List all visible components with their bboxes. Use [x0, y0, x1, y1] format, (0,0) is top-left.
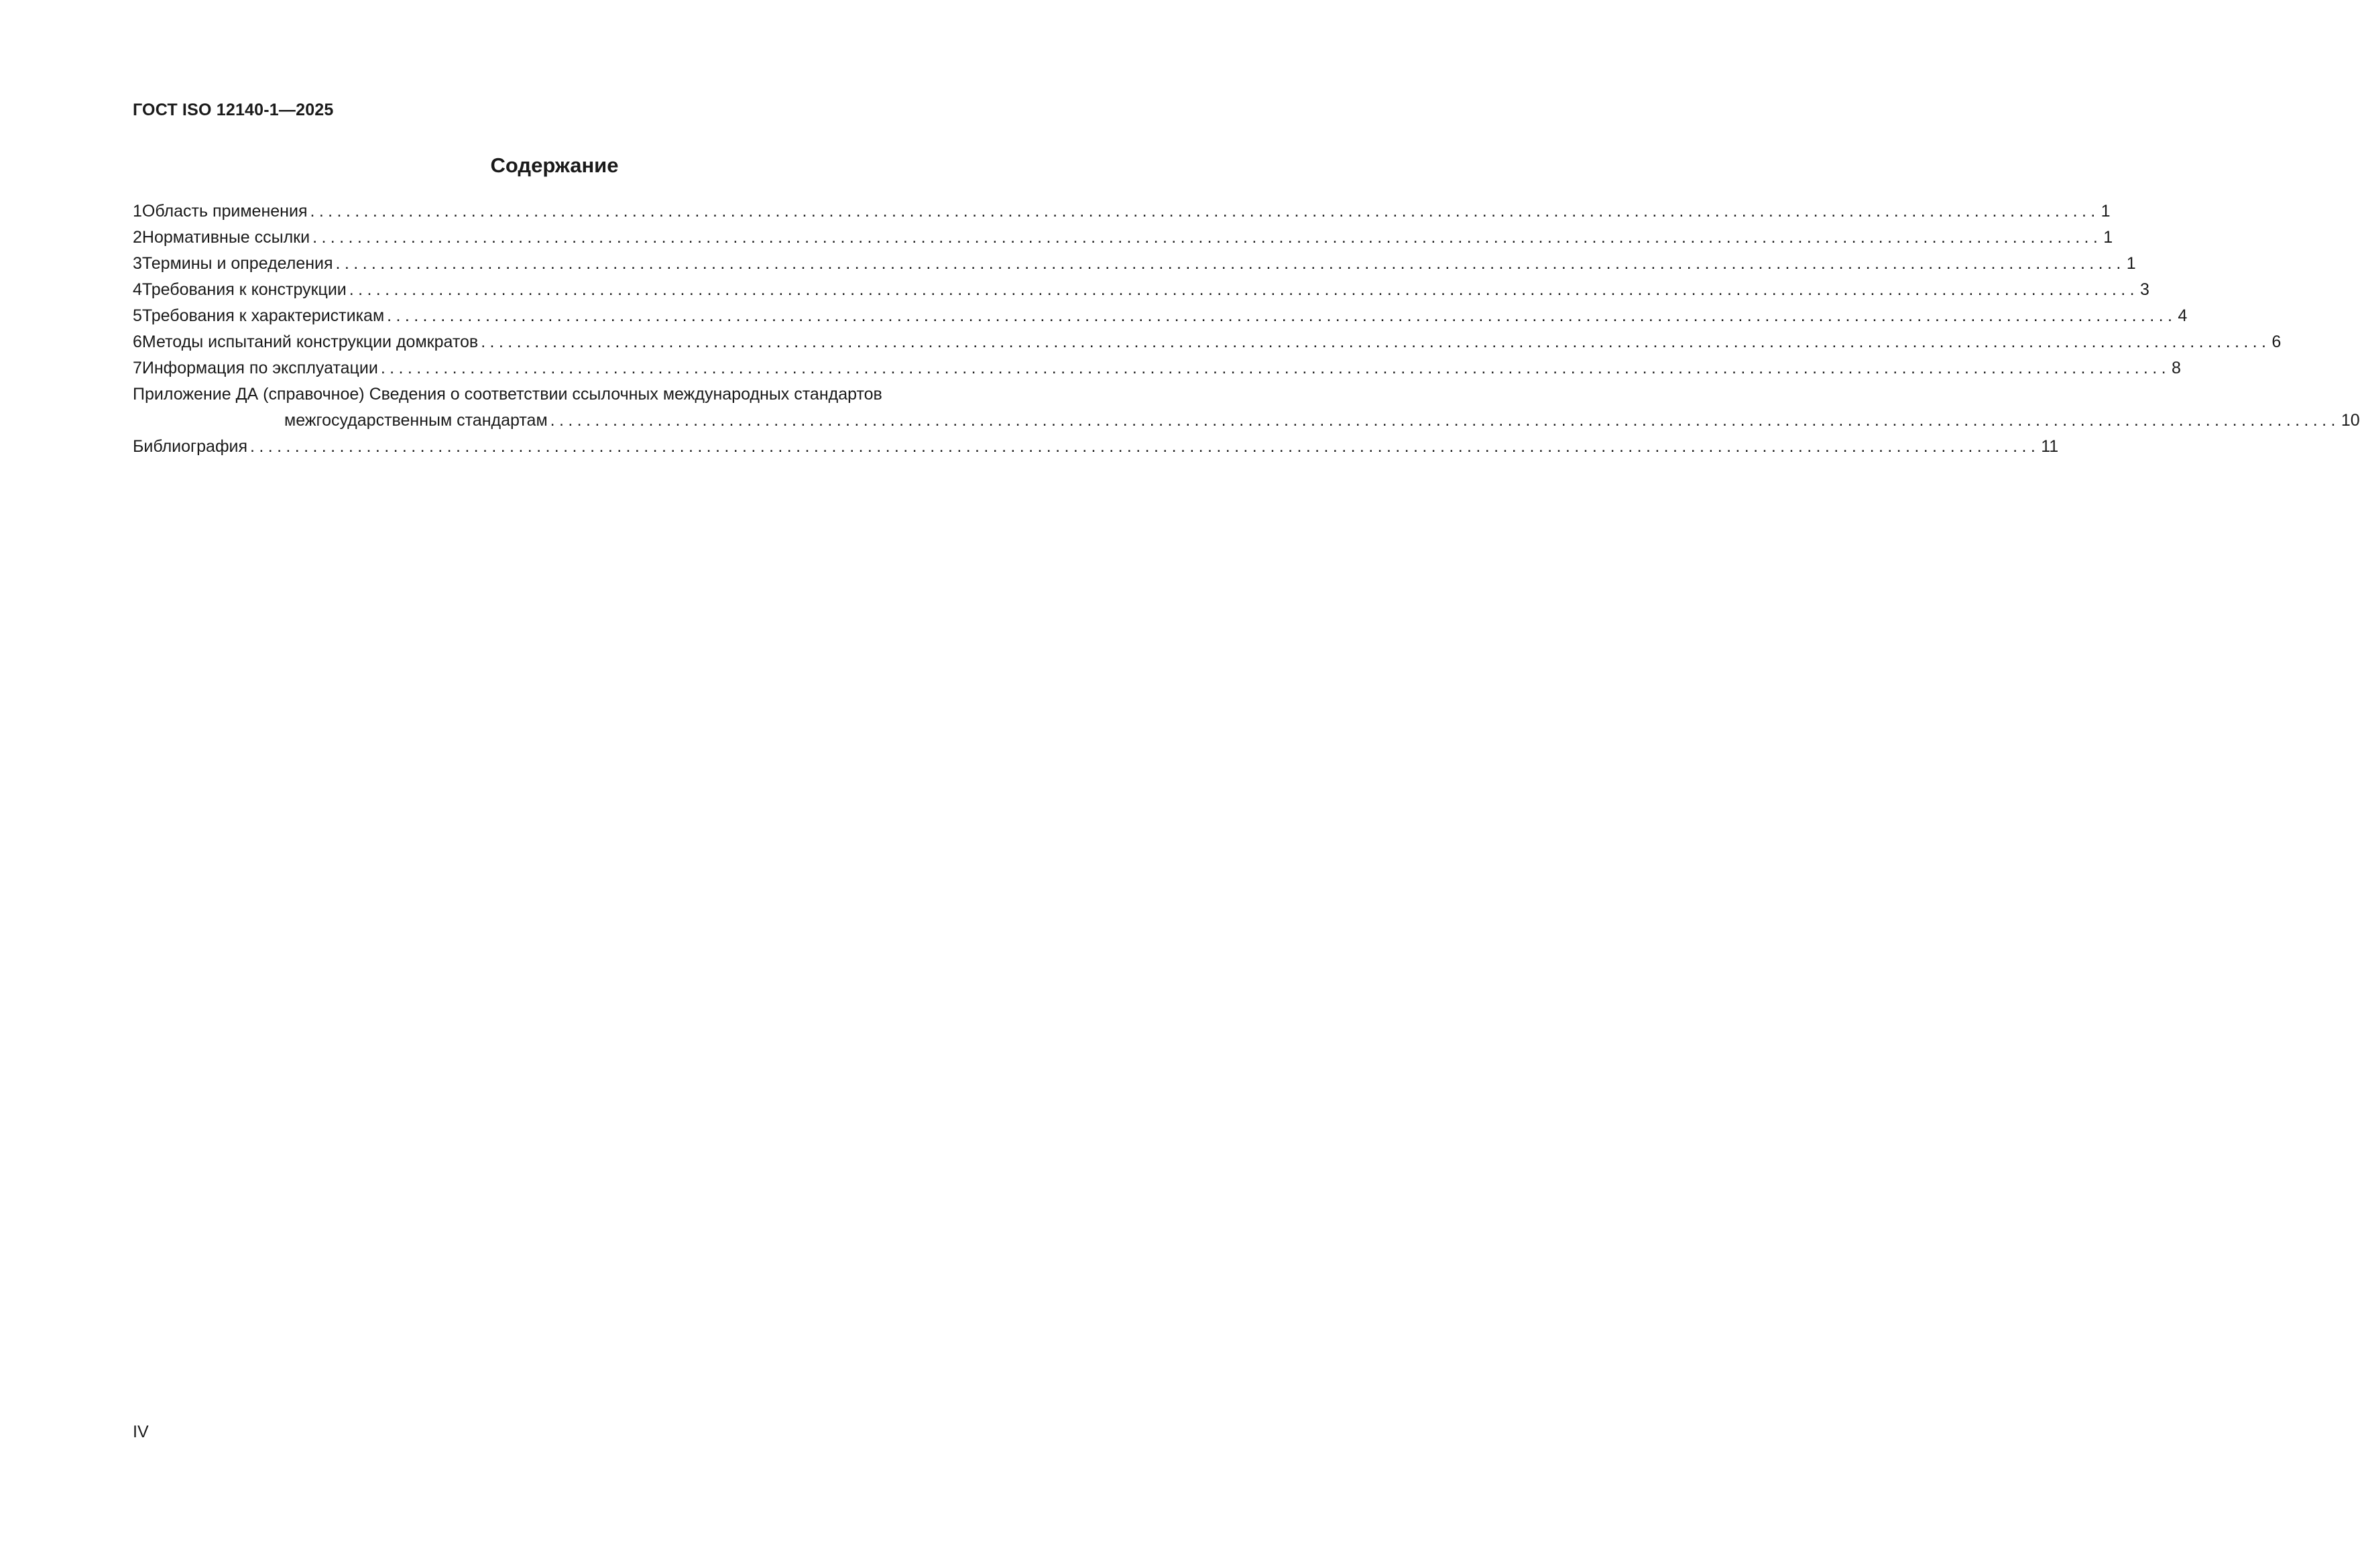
toc-entry-page: 3 [2139, 280, 2149, 299]
toc-entry-title: Методы испытаний конструкции домкратов [141, 333, 479, 351]
toc-entry-page: 4 [2178, 306, 2188, 325]
toc-entry[interactable] [133, 225, 2113, 251]
toc-leader-dots: ........................................................................................................................................................................................................ [310, 202, 2100, 221]
toc-entry-number: 5 [133, 306, 142, 325]
toc-leader-dots: ........................................................................................................................................................................................................ [335, 254, 2125, 273]
toc-entry-page: 1 [2101, 202, 2111, 221]
toc-entry-title: Требования к характеристикам [141, 306, 385, 325]
toc-leader-dots: ........................................................................................................................................................................................................ [481, 333, 2271, 351]
toc-entry-page: 1 [2126, 254, 2136, 273]
toc-leader-dots: ........................................................................................................................................................................................................ [250, 437, 2040, 456]
toc-entry[interactable] [133, 251, 2136, 277]
toc-entry-title: Область применения [141, 202, 308, 221]
toc-leader-dots: ........................................................................................................................................................................................................ [387, 306, 2177, 325]
toc-entry[interactable] [133, 198, 2111, 225]
toc-entry-number: 1 [133, 202, 142, 221]
toc-entry[interactable] [133, 329, 2282, 355]
toc-entry-number: 6 [133, 333, 142, 351]
toc-entry[interactable] [133, 355, 2181, 381]
table-of-contents [133, 198, 2360, 460]
toc-entry[interactable] [133, 303, 2188, 329]
toc-title: Содержание [490, 154, 619, 177]
toc-entry-number: 7 [133, 359, 142, 377]
page-number: IV [133, 1423, 149, 1441]
toc-entry-number: 4 [133, 280, 142, 299]
toc-entry[interactable] [133, 277, 2149, 303]
toc-annex-page: 10 [2341, 411, 2360, 430]
toc-entry-page: 6 [2272, 333, 2282, 351]
document-header: ГОСТ ISO 12140-1—2025 [133, 101, 334, 119]
toc-entry-page: 1 [2103, 228, 2113, 247]
toc-bibliography-entry[interactable] [133, 434, 2059, 460]
toc-annex-title: Приложение ДА (справочное) Сведения о соответствии ссылочных международных стандартов [133, 385, 882, 404]
toc-bibliography-page: 11 [2041, 437, 2059, 456]
toc-entry-title: Информация по эксплуатации [141, 359, 378, 377]
toc-annex-entry[interactable] [133, 381, 1034, 408]
toc-leader-dots: ........................................................................................................................................................................................................ [349, 280, 2139, 299]
toc-leader-dots: ........................................................................................................................................................................................................ [380, 359, 2170, 377]
toc-entry-number: 3 [133, 254, 142, 273]
toc-leader-dots: ........................................................................................................................................................................................................ [312, 228, 2103, 247]
toc-annex-title-continued: межгосударственным стандартам [284, 411, 548, 430]
toc-annex-entry-continued[interactable] [133, 408, 2360, 434]
toc-entry-title: Нормативные ссылки [141, 228, 310, 247]
toc-entry-title: Требования к конструкции [141, 280, 347, 299]
toc-entry-title: Термины и определения [141, 254, 333, 273]
toc-bibliography-title: Библиография [133, 437, 248, 456]
toc-entry-number: 2 [133, 228, 142, 247]
toc-entry-page: 8 [2171, 359, 2181, 377]
toc-leader-dots: ........................................................................................................................................................................................................ [550, 411, 2340, 430]
